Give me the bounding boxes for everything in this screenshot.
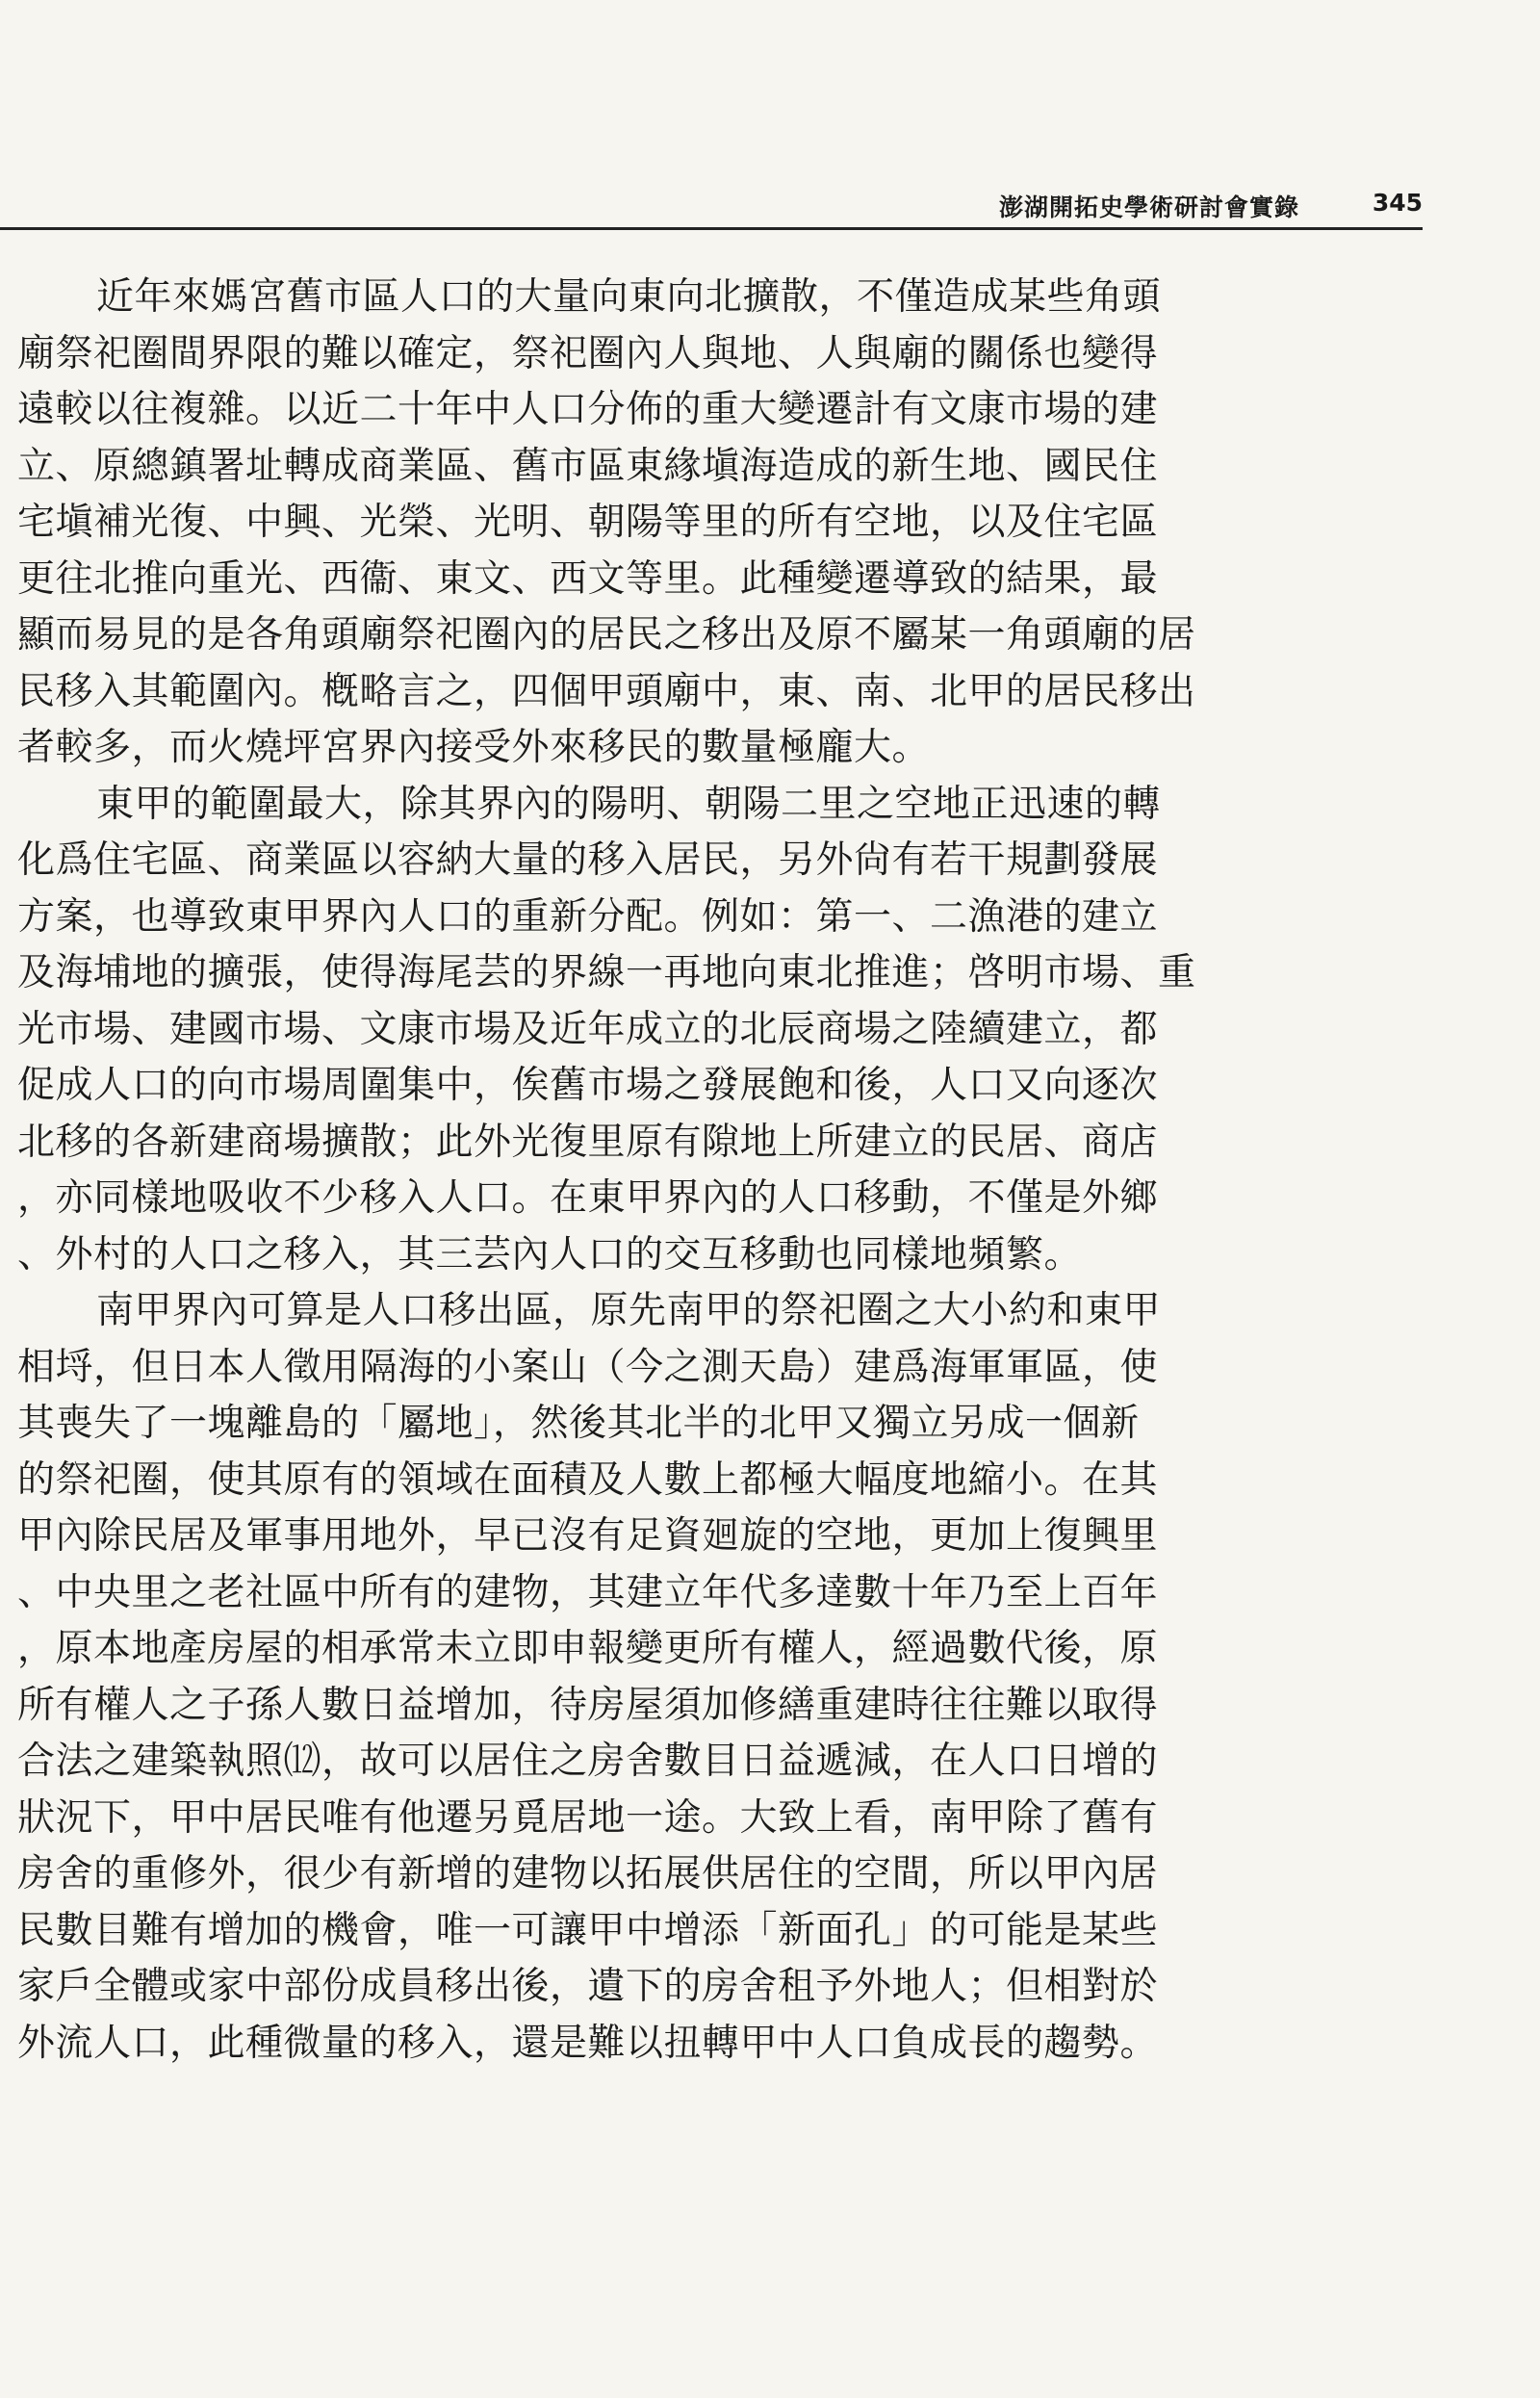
text-line: 方案，也導致東甲界內人口的重新分配。例如：第一、二漁港的建立 — [17, 894, 1159, 939]
text-line: 、外村的人口之移入，其三芸內人口的交互移動也同樣地頻繁。 — [17, 1232, 1083, 1276]
text-line: 光市場、建國市場、文康市場及近年成立的北辰商場之陸續建立，都 — [17, 1007, 1159, 1051]
text-line: 民移入其範圍內。槪略言之，四個甲頭廟中，東、南、北甲的居民移出 — [17, 669, 1196, 713]
text-line: 近年來媽宮舊市區人口的大量向東向北擴散，不僅造成某些角頭 — [96, 275, 1162, 319]
paragraph — [17, 270, 1394, 777]
text-line: ，亦同樣地吸收不少移入人口。在東甲界內的人口移動，不僅是外鄉 — [17, 1176, 1159, 1220]
text-line: 所有權人之子孫人數日益增加，待房屋須加修繕重建時往往難以取得 — [17, 1683, 1159, 1727]
text-line: 南甲界內可算是人口移出區，原先南甲的祭祀圈之大小約和東甲 — [96, 1289, 1162, 1332]
text-line: 廟祭祀圈間界限的難以確定，祭祀圈內人與地、人與廟的關係也變得 — [17, 331, 1159, 375]
text-line: 北移的各新建商場擴散；此外光復里原有隙地上所建立的民居、商店 — [17, 1120, 1159, 1164]
text-line: 民數目難有增加的機會，唯一可讓甲中增添「新面孔」的可能是某些 — [17, 1908, 1159, 1952]
text-line: 甲內除民居及軍事用地外，早已沒有足資廻旋的空地，更加上復興里 — [17, 1514, 1159, 1558]
text-line: 、中央里之老社區中所有的建物，其建立年代多達數十年乃至上百年 — [17, 1570, 1159, 1614]
text-line: ，原本地產房屋的相承常未立即申報變更所有權人，經過數代後，原 — [17, 1627, 1159, 1670]
paragraph — [17, 1283, 1394, 2072]
text-line: 立、原總鎮署址轉成商業區、舊市區東緣塡海造成的新生地、國民住 — [17, 444, 1159, 488]
text-line: 房舍的重修外，很少有新增的建物以拓展供居住的空間，所以甲內居 — [17, 1852, 1159, 1895]
text-line: 顯而易見的是各角頭廟祭祀圈內的居民之移出及原不屬某一角頭廟的居 — [17, 613, 1196, 657]
text-line: 家戶全體或家中部份成員移出後，遺下的房舍租予外地人；但相對於 — [17, 1965, 1159, 2008]
body-text — [17, 270, 1394, 2072]
text-line: 外流人口，此種微量的移入，還是難以扭轉甲中人口負成長的趨勢。 — [17, 2021, 1159, 2065]
text-line: 及海埔地的擴張，使得海尾芸的界線一再地向東北推進；啓明市場、重 — [17, 951, 1196, 994]
text-line: 相埒，但日本人徵用隔海的小案山（今之測天島）建爲海軍軍區，使 — [17, 1345, 1159, 1389]
running-header — [0, 189, 1423, 230]
text-line: 遠較以往複雜。以近二十年中人口分佈的重大變遷計有文康市場的建 — [17, 388, 1159, 431]
text-line: 更往北推向重光、西衞、東文、西文等里。此種變遷導致的結果，最 — [17, 556, 1159, 601]
text-line: 宅塡補光復、中興、光榮、光明、朝陽等里的所有空地，以及住宅區 — [17, 501, 1159, 544]
page-number: 345 — [1372, 189, 1423, 217]
text-line: 促成人口的向市場周圍集中，俟舊市場之發展飽和後，人口又向逐次 — [17, 1064, 1159, 1107]
text-line: 者較多，而火燒坪宮界內接受外來移民的數量極龐大。 — [17, 726, 931, 769]
text-line: 狀況下，甲中居民唯有他遷另覓居地一途。大致上看，南甲除了舊有 — [17, 1795, 1159, 1840]
text-line: 合法之建築執照⑿，故可以居住之房舍數目日益遞減，在人口日增的 — [17, 1740, 1159, 1783]
text-line: 其喪失了一塊離島的「屬地」，然後其北半的北甲又獨立另成一個新 — [17, 1402, 1140, 1445]
paragraph — [17, 777, 1394, 1284]
text-line: 東甲的範圍最大，除其界內的陽明、朝陽二里之空地正迅速的轉 — [96, 782, 1162, 826]
running-header-title: 澎湖開拓史學術研討會實錄 — [998, 193, 1299, 221]
text-line: 的祭祀圈，使其原有的領域在面積及人數上都極大幅度地縮小。在其 — [17, 1457, 1159, 1502]
paragraph-container — [17, 270, 1394, 2072]
text-line: 化爲住宅區、商業區以容納大量的移入居民，另外尙有若干規劃發展 — [17, 838, 1159, 882]
